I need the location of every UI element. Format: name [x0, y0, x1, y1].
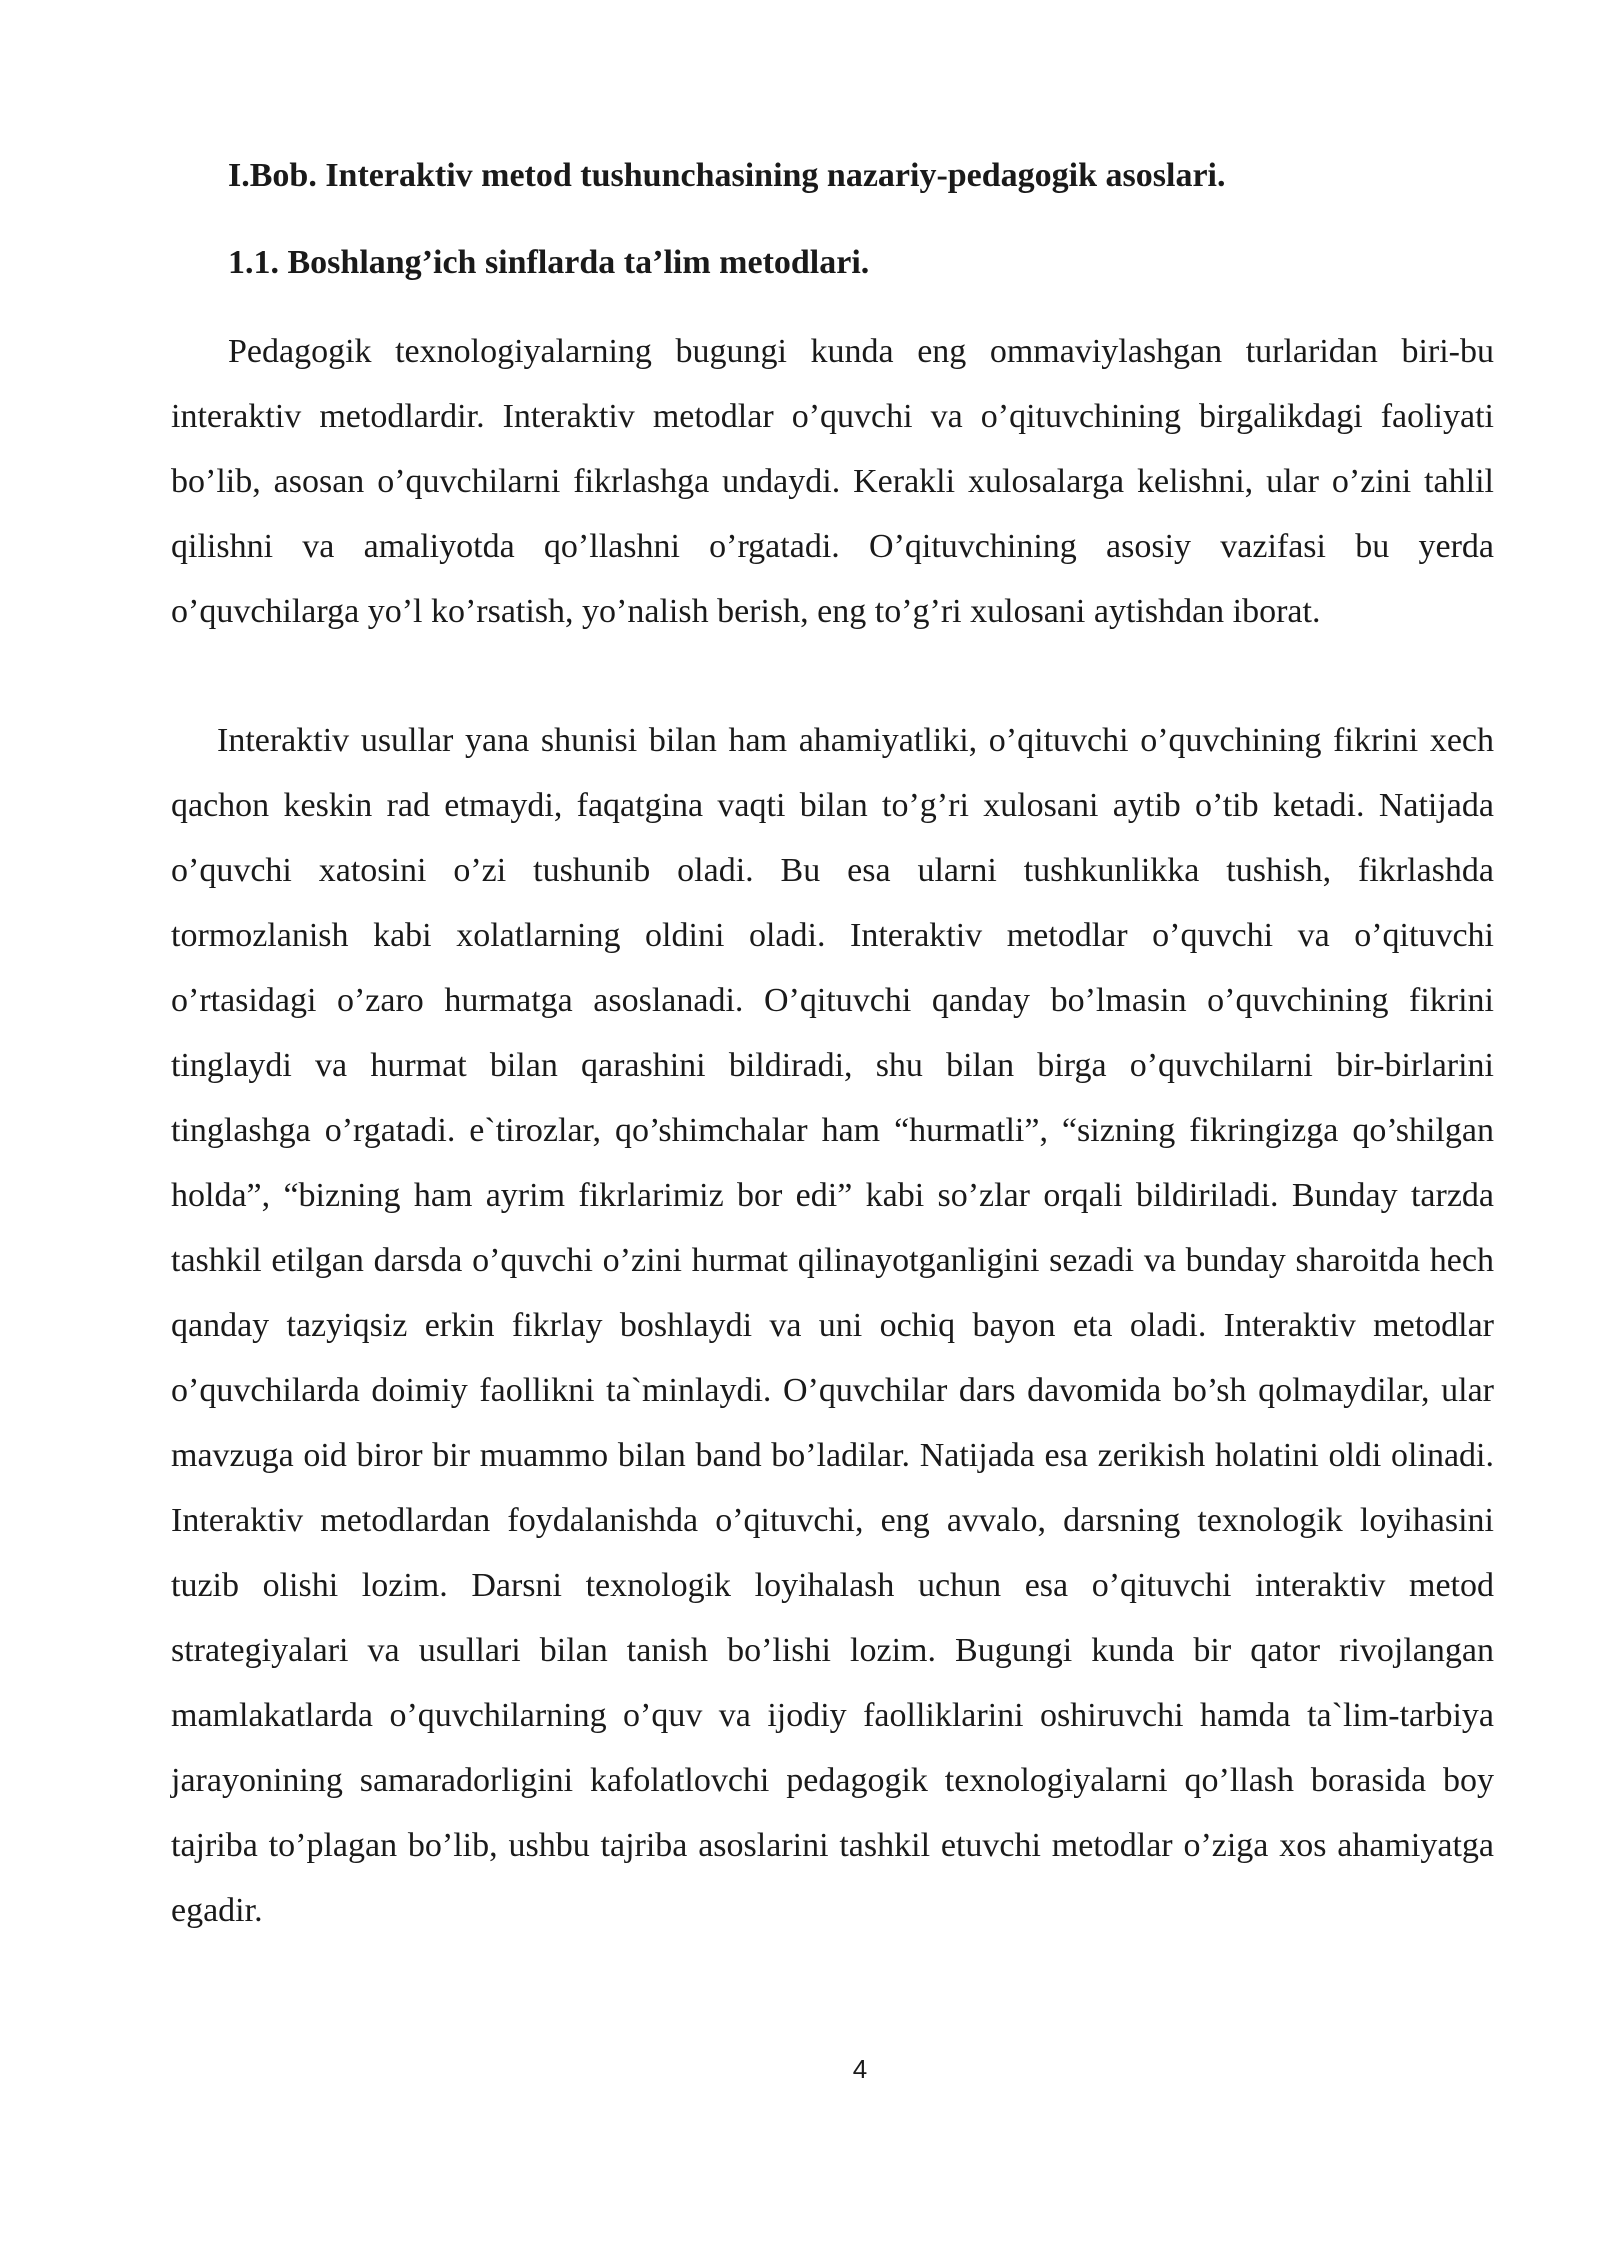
chapter-title: I.Bob. Interaktiv metod tushunchasining nazariy-pedagogik asoslari. — [228, 157, 1226, 194]
body-paragraph-2: Interaktiv usullar yana shunisi bilan ham ahamiyatliki, o’qituvchi o’quvchining fikrini xech qachon keskin rad etmaydi, faqatgina vaqti bilan to’g’ri xulosani aytib o’tib ketadi. Natijada o’quvchi xatosini o’zi tushunib oladi. Bu esa ularni tushkunlikka tushish, fikrlashda tormozlanish kabi xolatlarning oldini oladi. Interaktiv metodlar o’quvchi va o’qituvchi o’rtasidagi o’zaro hurmatga asoslanadi. O’qituvchi qanday bo’lmasin o’quvchining fikrini tinglaydi va hurmat bilan qarashini bildiradi, shu bilan birga o’quvchilarni bir-birlarini tinglashga o’rgatadi. e`tirozlar, qo’shimchalar ham “hurmatli”, “sizning fikringizga qo’shilgan holda”, “bizning ham ayrim fikrlarimiz bor edi” kabi so’zlar orqali bildiriladi. Bunday tarzda tashkil etilgan darsda o’quvchi o’zini hurmat qilinayotganligini sezadi va bunday sharoitda hech qanday tazyiqsiz erkin fikrlay boshlaydi va uni ochiq bayon eta oladi. Interaktiv metodlar o’quvchilarda doimiy faollikni ta`minlaydi. O’quvchilar dars davomida bo’sh qolmaydilar, ular mavzuga oid biror bir muammo bilan band bo’ladilar. Natijada esa zerikish holatini oldi olinadi. Interaktiv metodlardan foydalanishda o’qituvchi, eng avvalo, darsning texnologik loyihasini tuzib olishi lozim. Darsni texnologik loyihalash uchun esa o’qituvchi interaktiv metod strategiyalari va usullari bilan tanish bo’lishi lozim. Bugungi kunda bir qator rivojlangan mamlakatlarda o’quvchilarning o’quv va ijodiy faolliklarini oshiruvchi hamda ta`lim-tarbiya jarayonining samaradorligini kafolatlovchi pedagogik texnologiyalarni qo’llash borasida boy tajriba to’plagan bo’lib, ushbu tajriba asoslarini tashkil etuvchi metodlar o’ziga xos ahamiyatga egadir. — [171, 722, 1494, 1929]
body-paragraph-1: Pedagogik texnologiyalarning bugungi kunda eng ommaviylashgan turlaridan biri-bu interaktiv metodlardir. Interaktiv metodlar o’quvchi va o’qituvchining birgalikdagi faoliyati bo’lib, asosan o’quvchilarni fikrlashga undaydi. Kerakli xulosalarga kelishni, ular o’zini tahlil qilishni va amaliyotda qo’llashni o’rgatadi. O’qituvchining asosiy vazifasi bu yerda o’quvchilarga yo’l ko’rsatish, yo’nalish berish, eng to’g’ri xulosani aytishdan iborat. — [171, 333, 1494, 630]
page-number: 4 — [852, 2054, 868, 2084]
section-title: 1.1. Boshlang’ich sinflarda ta’lim metodlari. — [228, 244, 870, 281]
